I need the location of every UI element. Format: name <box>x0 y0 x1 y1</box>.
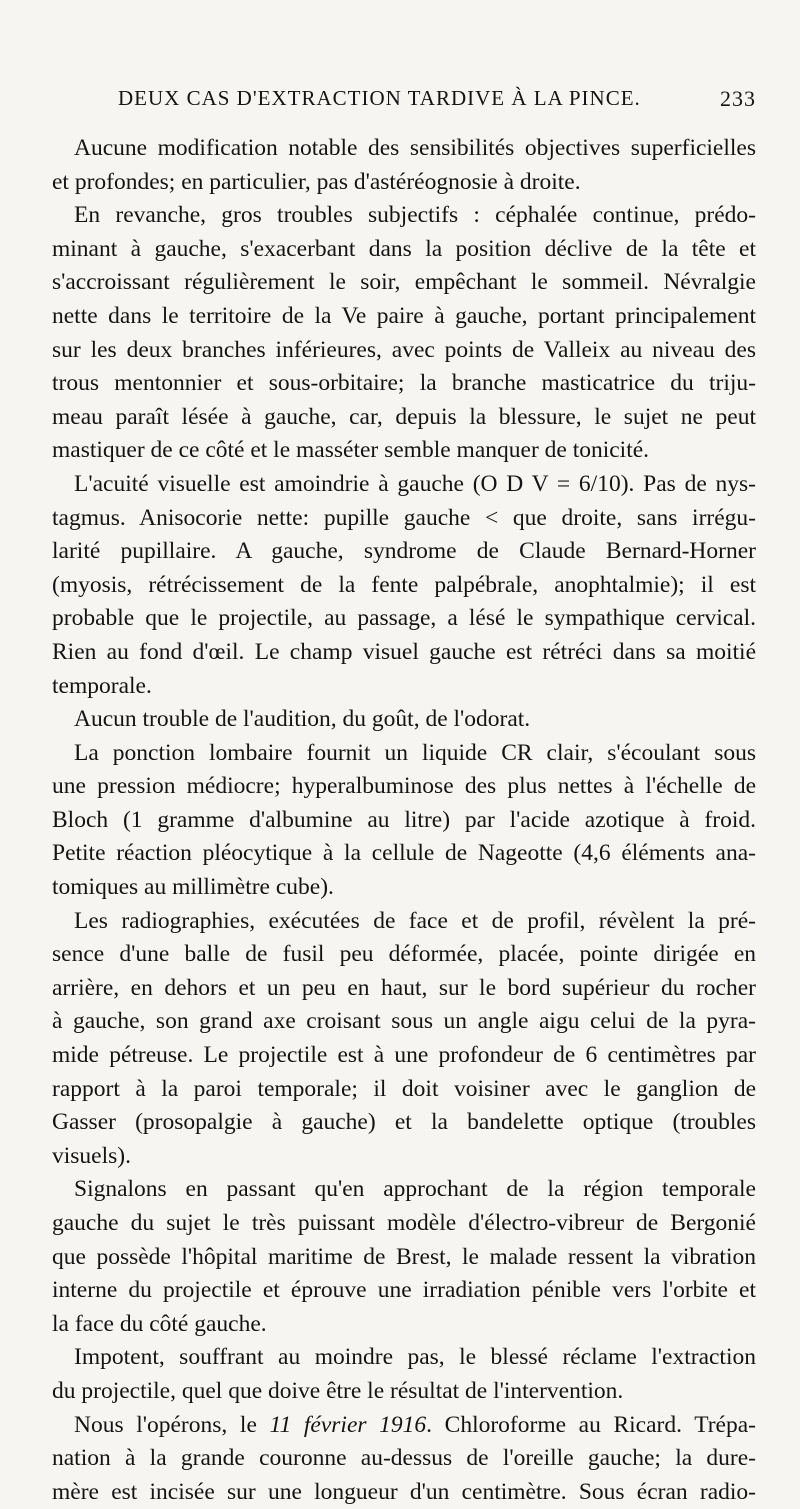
text-line: une pression médiocre; hyperalbuminose des plus nettes à l'échelle de <box>52 773 756 800</box>
text-line: sur les deux branches inférieures, avec points de Valleix au niveau des <box>52 336 756 363</box>
text-line: interne du projectile et éprouve une irradiation pénible vers l'orbite et <box>52 1277 756 1304</box>
text-line: arrière, en dehors et un peu en haut, sur le bord supérieur du rocher <box>52 974 756 1001</box>
text-line: Petite réaction pléocytique à la cellule de Nageotte (4,6 éléments ana- <box>52 840 756 867</box>
text-line-operation-date <box>52 1409 756 1443</box>
text-line: minant à gauche, s'exacerbant dans la position déclive de la tête et <box>52 235 756 262</box>
text-line: rapport à la paroi temporale; il doit voisiner avec le ganglion de <box>52 1075 756 1102</box>
page-number: 233 <box>720 86 756 111</box>
text-line: Les radiographies, exécutées de face et de profil, révèlent la pré- <box>74 907 756 934</box>
running-header <box>118 86 758 120</box>
text-line: que possède l'hôpital maritime de Brest, le malade ressent la vibration <box>52 1243 756 1270</box>
text-line: tomiques au millimètre cube). <box>52 874 334 901</box>
text-segment: . Chloroforme au Ricard. Trépa- <box>426 1411 756 1438</box>
text-line: s'accroissant régulièrement le soir, empêchant le sommeil. Névralgie <box>52 269 756 296</box>
text-line: mastiquer de ce côté et le masséter semble manquer de tonicité. <box>52 437 650 464</box>
text-line: (myosis, rétrécissement de la fente palpébrale, anophtalmie); il est <box>52 571 756 598</box>
text-line: sence d'une balle de fusil peu déformée, placée, pointe dirigée en <box>52 941 756 968</box>
text-line: Rien au fond d'œil. Le champ visuel gauche est rétréci dans sa moitié <box>52 638 756 665</box>
text-line: gauche du sujet le très puissant modèle d'électro-vibreur de Bergonié <box>52 1210 756 1236</box>
operation-date: 11 février 1916 <box>269 1411 427 1438</box>
text-line: Aucune modification notable des sensibilités objectives superficielles <box>74 135 756 161</box>
text-line: visuels). <box>52 1142 131 1169</box>
text-line: mide pétreuse. Le projectile est à une profondeur de 6 centimètres par <box>52 1042 756 1069</box>
text-line: nation à la grande couronne au-dessus de l'oreille gauche; la dure- <box>52 1445 756 1472</box>
text-line: Bloch (1 gramme d'albumine au litre) par l'acide azotique à froid. <box>52 806 756 833</box>
text-line: Aucun trouble de l'audition, du goût, de l'odorat. <box>74 706 531 733</box>
text-line: probable que le projectile, au passage, a lésé le sympathique cervical. <box>52 605 756 632</box>
running-title: DEUX CAS D'EXTRACTION TARDIVE À LA PINCE. <box>118 86 641 110</box>
text-line: trous mentonnier et sous-orbitaire; la branche masticatrice du triju- <box>52 370 756 397</box>
text-line: du projectile, quel que doive être le résultat de l'intervention. <box>52 1377 624 1404</box>
text-line: L'acuité visuelle est amoindrie à gauche (O D V = 6/10). Pas de nys- <box>74 470 756 497</box>
text-line: la face du côté gauche. <box>52 1310 267 1337</box>
text-line: larité pupillaire. A gauche, syndrome de Claude Bernard-Horner <box>52 538 756 565</box>
body-text <box>52 132 756 1509</box>
text-line: Impotent, souffrant au moindre pas, le blessé réclame l'extraction <box>74 1344 756 1371</box>
text-line: Signalons en passant qu'en approchant de la région temporale <box>74 1176 756 1203</box>
text-line: meau paraît lésée à gauche, car, depuis la blessure, le sujet ne peut <box>52 403 756 430</box>
text-line: et profondes; en particulier, pas d'astéréognosie à droite. <box>52 168 581 195</box>
text-line: temporale. <box>52 672 152 699</box>
text-line: à gauche, son grand axe croisant sous un angle aigu celui de la pyra- <box>52 1008 756 1035</box>
text-line: mère est incisée sur une longueur d'un centimètre. Sous écran radio- <box>52 1478 756 1505</box>
text-line: La ponction lombaire fournit un liquide CR clair, s'écoulant sous <box>74 739 756 766</box>
text-line: En revanche, gros troubles subjectifs : céphalée continue, prédo- <box>74 202 756 229</box>
text-segment: Nous l'opérons, le <box>74 1411 270 1438</box>
text-line: Gasser (prosopalgie à gauche) et la bandelette optique (troubles <box>52 1109 756 1136</box>
text-line: tagmus. Anisocorie nette: pupille gauche < que droite, sans irrégu- <box>52 504 756 531</box>
text-line: nette dans le territoire de la Ve paire à gauche, portant principalement <box>52 302 756 329</box>
